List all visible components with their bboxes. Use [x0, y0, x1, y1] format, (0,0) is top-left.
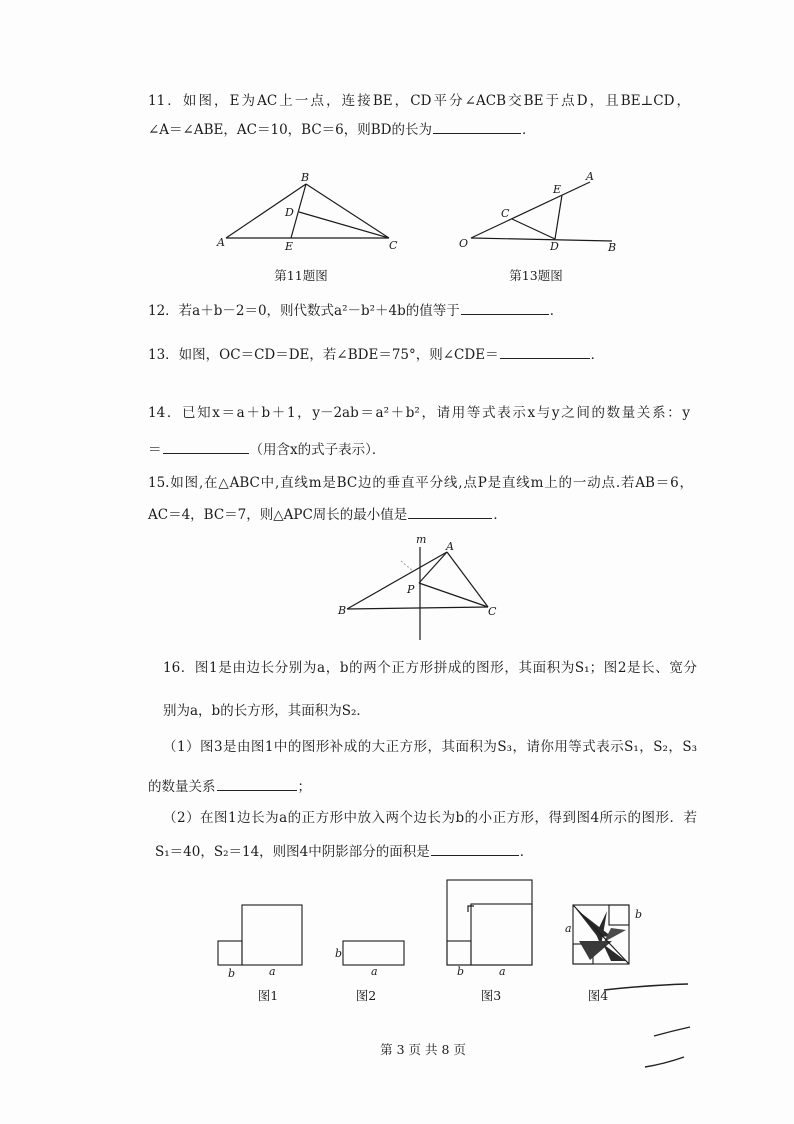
fig4-shaded-region-4: [603, 944, 626, 961]
fig15-segment-ab: [347, 552, 447, 609]
figure-16-fig4: [565, 905, 642, 964]
q15-line1: 15.如图,在△ABC中,直线m是BC边的垂直平分线,点P是直线m上的一动点.若AB＝6，: [148, 475, 693, 491]
fig2-label-b: b: [335, 947, 343, 960]
q13-answer-blank: [500, 344, 590, 359]
fig3-outer-square: [447, 880, 532, 965]
q14-line2: [148, 439, 385, 460]
q12-text: 12．若a＋b－2＝0，则代数式a²－b²＋4b的值等于: [148, 303, 460, 319]
fig3-b-square: [447, 941, 471, 965]
q16-part1-answer-blank: [217, 776, 297, 791]
q14-answer-blank: [163, 439, 249, 454]
figure-13: [459, 170, 616, 254]
q12-line: [148, 300, 563, 321]
q16-line6-end: ．: [519, 844, 534, 860]
handwritten-marks: [604, 984, 690, 1067]
q16-line4-text: 的数量关系: [148, 779, 216, 795]
fig1-label-a: a: [269, 965, 276, 978]
fig13-ray-oa: [471, 182, 590, 238]
q11-line2-end: ．: [522, 122, 536, 138]
q11-line1: 11．如图，E为AC上一点，连接BE，CD平分∠ACB交BE于点D，且BE⊥CD，: [148, 93, 690, 109]
fig13-caption: 第13题图: [509, 268, 563, 283]
handwritten-stroke-1: [604, 984, 688, 990]
fig1-label-b: b: [228, 967, 236, 980]
q16-line6-text: S₁＝40，S₂＝14，则图4中阴影部分的面积是: [155, 844, 430, 860]
q16-line5: （2）在图1边长为a的正方形中放入两个边长为b的小正方形，得到图4所示的图形．若: [163, 810, 697, 826]
q14-line2-note: （用含x的式子表示）．: [249, 442, 386, 458]
q15-answer-blank: [408, 504, 492, 519]
fig15-segment-pa: [419, 552, 447, 583]
fig11-label-d: D: [285, 206, 294, 219]
fig11-label-e: E: [285, 240, 294, 253]
fig1-small-square: [218, 941, 242, 965]
q15-line2-end: ．: [493, 507, 507, 523]
fig15-segment-pc: [419, 583, 488, 607]
fig15-label-c: C: [488, 605, 497, 618]
handwritten-stroke-2: [654, 1027, 690, 1036]
fig15-label-b: B: [338, 604, 347, 617]
fig13-label-c: C: [501, 207, 510, 220]
q15-line2: [148, 504, 507, 525]
q15-line2-text: AC＝4，BC＝7，则△APC周长的最小值是: [148, 507, 408, 523]
q12-answer-blank: [461, 300, 549, 315]
q16-line3: （1）图3是由图1中的图形补成的大正方形，其面积为S₃，请你用等式表示S₁，S₂，S₃: [163, 739, 697, 755]
q14-line2-eq: ＝: [148, 442, 162, 458]
q16-line6: [155, 841, 533, 862]
fig11-segment-dc: [299, 212, 389, 238]
fig13-label-e: E: [553, 183, 562, 196]
q11-line2: [148, 119, 536, 140]
fig1-caption: 图1: [257, 988, 279, 1003]
fig4-caption: 图4: [587, 988, 609, 1003]
fig2-label-a: a: [371, 965, 378, 978]
q11-line2-text: ∠A＝∠ABE，AC＝10，BC＝6，则BD的长为: [148, 122, 432, 138]
fig11-label-a: A: [217, 236, 225, 249]
fig15-label-p: P: [407, 583, 415, 596]
fig4-label-a: a: [565, 922, 572, 935]
fig2-caption: 图2: [355, 988, 377, 1003]
fig15-segment-ac: [447, 552, 488, 607]
fig11-caption: 第11题图: [274, 268, 328, 283]
fig11-label-c: C: [389, 239, 398, 252]
handwritten-stroke-3: [645, 1057, 684, 1067]
fig4-b-square-top-right: [609, 905, 629, 925]
fig11-segment-ab: [226, 184, 306, 238]
q13-text: 13．如图，OC＝CD＝DE，若∠BDE＝75°，则∠CDE＝: [148, 347, 499, 363]
fig11-label-b: B: [301, 171, 310, 184]
figure-11: [216, 171, 398, 253]
fig13-segment-cd: [512, 219, 555, 239]
fig15-segment-bc: [347, 607, 488, 609]
fig15-faint-mark: [401, 561, 413, 571]
page-footer: 第 3 页 共 8 页: [380, 1042, 466, 1057]
q14-line1: 14．已知x＝a＋b＋1，y－2ab＝a²＋b²，请用等式表示x与y之间的数量关系：y: [148, 405, 690, 421]
fig13-ray-ob: [471, 238, 612, 241]
q12-end: ．: [549, 303, 564, 319]
fig4-label-b: b: [635, 908, 643, 921]
fig13-label-d: D: [550, 240, 559, 253]
fig2-rectangle: [343, 941, 404, 965]
q16-line1: 16．图1是由边长分别为a，b的两个正方形拼成的图形，其面积为S₁；图2是长、宽分: [163, 660, 697, 676]
fig15-label-a: A: [446, 540, 454, 553]
q11-answer-blank: [433, 119, 521, 134]
q16-part2-answer-blank: [431, 841, 519, 856]
fig13-label-b: B: [608, 241, 617, 254]
fig13-label-o: O: [459, 237, 469, 250]
fig15-label-m: m: [416, 533, 427, 546]
figure-15: [337, 533, 497, 640]
q16-line2: 别为a，b的长方形，其面积为S₂．: [163, 703, 370, 719]
fig13-label-a: A: [586, 170, 594, 183]
fig3-caption: 图3: [480, 988, 502, 1003]
figure-16-fig1: [218, 905, 302, 980]
fig3-label-a: a: [499, 965, 506, 978]
fig3-a-square: [471, 904, 532, 965]
q16-line4: [148, 776, 311, 797]
fig3-label-b: b: [457, 965, 465, 978]
fig1-big-square: [242, 905, 302, 965]
figure-16-fig2: [335, 941, 404, 978]
q13-line: [148, 344, 604, 365]
q13-end: ．: [590, 347, 605, 363]
figure-16-fig3: [447, 880, 532, 978]
fig11-segment-bc: [306, 184, 389, 238]
fig13-segment-de: [555, 195, 562, 239]
q16-line4-end: ；: [297, 779, 311, 795]
fig4-diagonal: [573, 905, 629, 964]
